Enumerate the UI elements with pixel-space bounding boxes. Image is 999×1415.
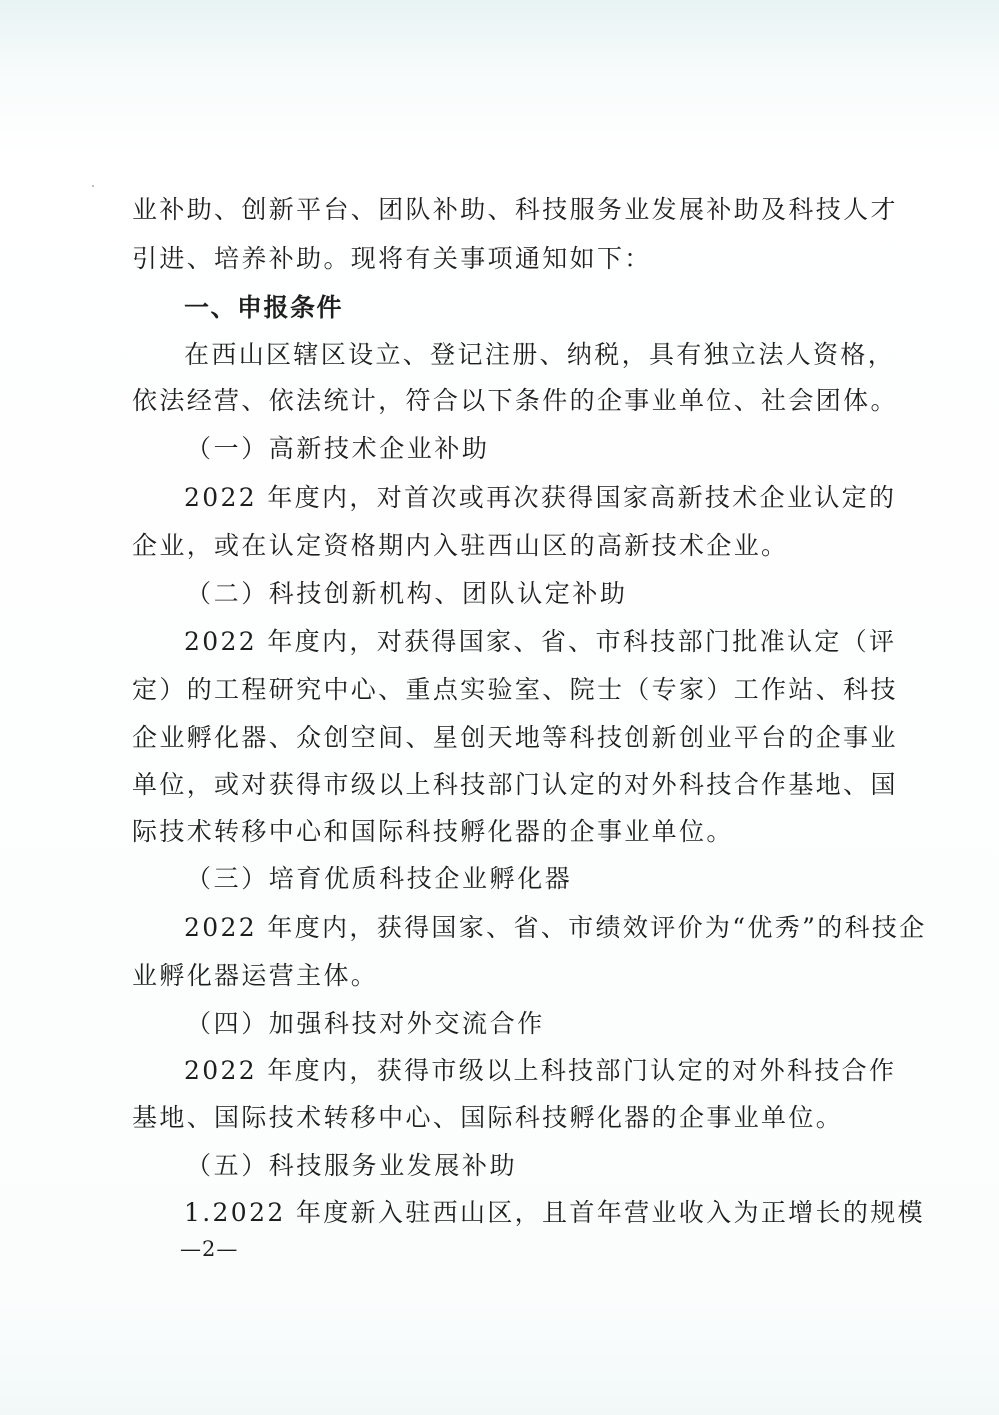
paragraph-line: 企业孵化器、众创空间、星创天地等科技创新创业平台的企事业: [132, 723, 898, 752]
paragraph-line: 2022 年度内，对获得国家、省、市科技部门批准认定（评: [184, 627, 897, 656]
paragraph-line: 2022 年度内，获得国家、省、市绩效评价为“优秀”的科技企: [184, 913, 927, 942]
subsection-heading: （一）高新技术企业补助: [186, 434, 490, 463]
paragraph-line: 基地、国际技术转移中心、国际科技孵化器的企事业单位。: [132, 1103, 844, 1132]
paragraph-line: 依法经营、依法统计，符合以下条件的企事业单位、社会团体。: [132, 386, 898, 415]
section-heading: 一、申报条件: [184, 293, 344, 322]
paragraph-line: 企业，或在认定资格期内入驻西山区的高新技术企业。: [132, 531, 789, 560]
scan-speck: [92, 185, 94, 187]
paragraph-line: 业孵化器运营主体。: [132, 961, 379, 990]
subsection-heading: （二）科技创新机构、团队认定补助: [186, 579, 628, 608]
subsection-heading: （四）加强科技对外交流合作: [186, 1009, 545, 1038]
page-number: —2—: [180, 1237, 239, 1261]
subsection-heading: （五）科技服务业发展补助: [186, 1151, 518, 1180]
paragraph-line: 单位，或对获得市级以上科技部门认定的对外科技合作基地、国: [132, 770, 898, 799]
paragraph-line: 2022 年度内，对首次或再次获得国家高新技术企业认定的: [184, 483, 897, 512]
subsection-heading: （三）培育优质科技企业孵化器: [186, 864, 573, 893]
paragraph-line: 2022 年度内，获得市级以上科技部门认定的对外科技合作: [184, 1056, 897, 1085]
paragraph-line: 引进、培养补助。现将有关事项通知如下：: [132, 244, 652, 273]
paragraph-line: 在西山区辖区设立、登记注册、纳税，具有独立法人资格，: [184, 340, 896, 369]
paragraph-line: 际技术转移中心和国际科技孵化器的企事业单位。: [132, 817, 734, 846]
paragraph-line: 1.2022 年度新入驻西山区，且首年营业收入为正增长的规模: [184, 1198, 925, 1227]
paragraph-line: 业补助、创新平台、团队补助、科技服务业发展补助及科技人才: [132, 195, 898, 224]
paragraph-line: 定）的工程研究中心、重点实验室、院士（专家）工作站、科技: [132, 675, 898, 704]
